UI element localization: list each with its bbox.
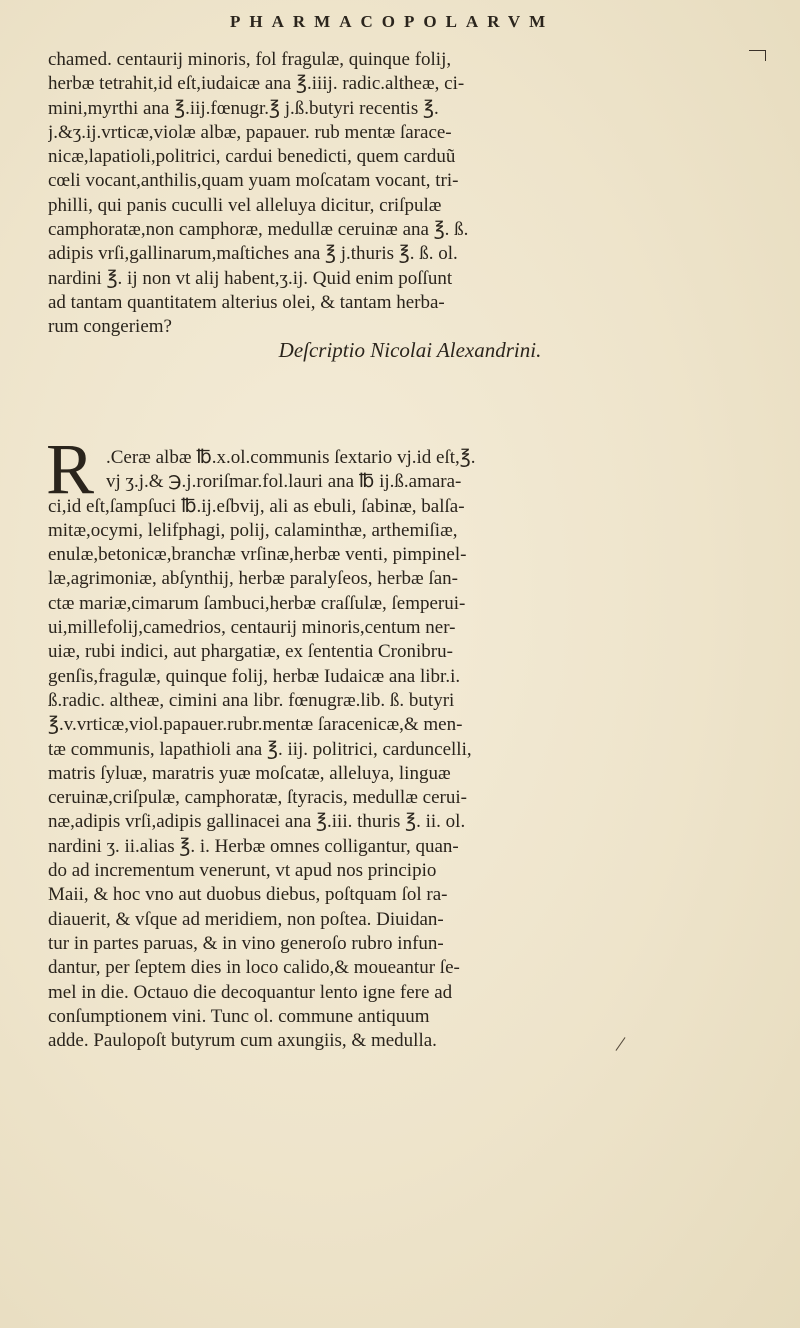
text-line: læ,agrimoniæ, abſynthij, herbæ paralyſeos, herbæ ſan-: [48, 568, 459, 590]
text-line: mitæ,ocymi, lelifphagi, polij, calaminthæ, arthemiſiæ,: [48, 519, 458, 541]
running-head: PHARMACOPOLARVM: [230, 12, 555, 31]
text-line: adde. Paulopoſt butyrum cum axungiis, & medulla.: [48, 1030, 437, 1052]
text-line: ß.radic. altheæ, cimini ana libr. fœnugræ.lib. ß. butyri: [48, 689, 455, 711]
text-line: diauerit, & vſque ad meridiem, non poſtea. Diuidan-: [48, 908, 444, 930]
text-line: nardini ℥. ij non vt alij habent,ʒ.ij. Quid enim poſſunt: [48, 267, 453, 289]
text-line: j.&ʒ.ij.vrticæ,violæ albæ, papauer. rub mentæ ſarace-: [48, 121, 452, 143]
text-line: vj ʒ.j.& ℈.j.roriſmar.fol.lauri ana ℔ ij.ß.amara-: [106, 471, 462, 493]
text-line: matris ſyluæ, maratris yuæ moſcatæ, alleluya, linguæ: [48, 762, 451, 784]
text-line: uiæ, rubi indici, aut phargatiæ, ex ſententia Cronibru-: [48, 641, 453, 663]
text-line: mini,myrthi ana ℥.iij.fœnugr.℥ j.ß.butyri recentis ℥.: [48, 97, 439, 119]
text-line: ci,id eſt,ſampſuci ℔.ij.eſbvij, ali as ebuli, ſabinæ, balſa-: [48, 495, 465, 517]
text-line: ℥.v.vrticæ,viol.papauer.rubr.mentæ ſaracenicæ,& men-: [48, 714, 463, 736]
text-line: nicæ,lapatioli,politrici, cardui benedicti, quem carduũ: [48, 146, 456, 168]
section-heading: Deſcriptio Nicolai Alexandrini.: [278, 338, 542, 362]
text-line: ceruinæ,criſpulæ, camphoratæ, ſtyracis, medullæ cerui-: [48, 787, 467, 809]
text-line: conſumptionem vini. Tunc ol. commune antiquum: [48, 1005, 430, 1027]
main-paragraph: [48, 446, 778, 1053]
text-line: ui,millefolij,camedrios, centaurij minoris,centum ner-: [48, 617, 456, 639]
text-line: philli, qui panis cuculli vel alleluya dicitur, criſpulæ: [48, 194, 442, 216]
text-line: cœli vocant,anthilis,quam yuam moſcatam vocant, tri-: [48, 170, 459, 192]
text-line: næ,adipis vrſi,adipis gallinacei ana ℥.iii. thuris ℥. ii. ol.: [48, 811, 466, 833]
text-line: ad tantam quantitatem alterius olei, & tantam herba-: [48, 291, 445, 313]
text-line: mel in die. Octauo die decoquantur lento igne fere ad: [48, 981, 453, 1003]
text-line: enulæ,betonicæ,branchæ vrſinæ,herbæ venti, pimpinel-: [48, 544, 467, 566]
text-line: .Ceræ albæ ℔.x.ol.communis ſextario vj.id eſt,℥.: [106, 447, 476, 468]
text-line: ctæ mariæ,cimarum ſambuci,herbæ craſſulæ, ſemperui-: [48, 592, 466, 614]
text-line: herbæ tetrahit,id eſt,iudaicæ ana ℥.iiij. radic.altheæ, ci-: [48, 73, 465, 95]
text-line: adipis vrſi,gallinarum,maſtiches ana ℥ j.thuris ℥. ß. ol.: [48, 243, 458, 265]
drop-cap: R: [46, 429, 95, 509]
text-line: genſis,fragulæ, quinque folij, herbæ Iudaicæ ana libr.i.: [48, 665, 461, 687]
top-paragraph: [48, 48, 778, 340]
text-line: do ad incrementum venerunt, vt apud nos principio: [48, 860, 437, 882]
text-line: nardini ʒ. ii.alias ℥. i. Herbæ omnes colligantur, quan-: [48, 835, 459, 857]
text-line: dantur, per ſeptem dies in loco calido,& moueantur ſe-: [48, 957, 460, 979]
text-line: tur in partes paruas, & in vino generoſo rubro infun-: [48, 932, 444, 954]
text-line: camphoratæ,non camphoræ, medullæ ceruinæ ana ℥. ß.: [48, 219, 469, 241]
text-line: rum congeriem?: [48, 316, 172, 338]
text-line: chamed. centaurij minoris, fol fragulæ, quinque folij,: [48, 49, 452, 70]
text-line: tæ communis, lapathioli ana ℥. iij. politrici, carduncelli,: [48, 738, 472, 760]
text-line: Maii, & hoc vno aut duobus diebus, poſtquam ſol ra-: [48, 884, 448, 906]
